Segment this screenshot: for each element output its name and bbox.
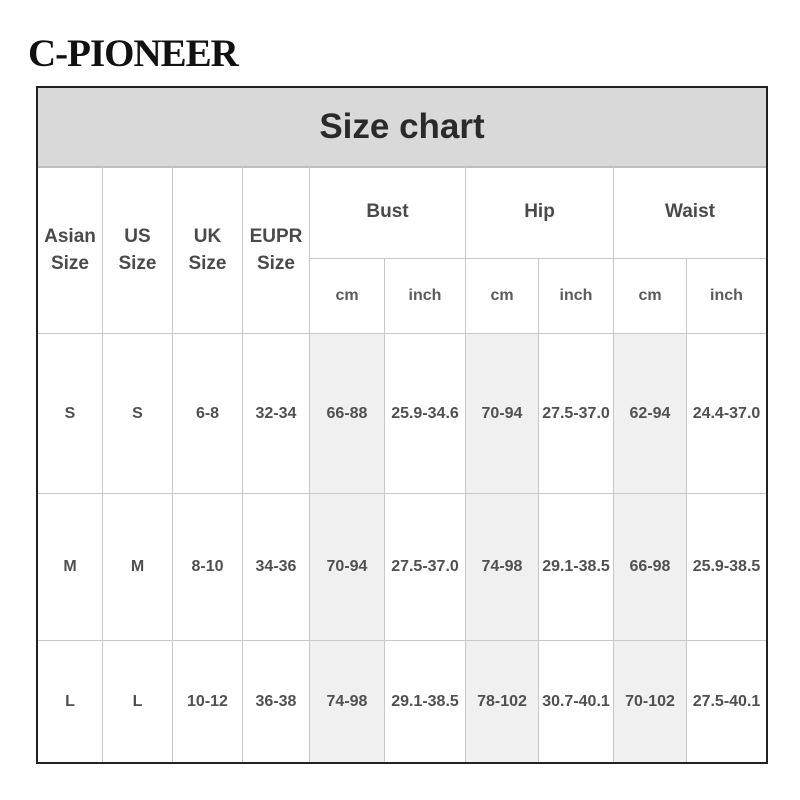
unit-bust-cm: cm: [335, 287, 359, 304]
row-s-hip-inch: 27.5-37.0: [542, 404, 610, 422]
unit-bust-inch: inch: [408, 287, 442, 304]
row-s-us: S: [132, 404, 143, 422]
header-eupr-size: EUPR Size: [249, 225, 303, 274]
row-s-hip-cm: 70-94: [481, 404, 523, 422]
row-m-bust-cm: 70-94: [326, 558, 368, 575]
row-m-hip-cm: 74-98: [481, 558, 523, 575]
unit-hip-cm: cm: [490, 287, 514, 304]
header-bust: Bust: [366, 201, 409, 222]
row-l-uk: 10-12: [187, 692, 228, 710]
row-m-bust-inch: 27.5-37.0: [391, 558, 459, 575]
row-l-waist-cm: 70-102: [625, 692, 675, 710]
size-chart-table: [36, 86, 768, 764]
row-l-bust-cm: 74-98: [326, 692, 368, 710]
row-s-asian: S: [64, 404, 76, 422]
row-m-uk: 8-10: [191, 558, 224, 575]
size-chart-title: Size chart: [319, 107, 485, 146]
row-s-bust-inch: 25.9-34.6: [391, 404, 459, 422]
row-s-uk: 6-8: [195, 404, 220, 422]
header-us-size: US Size: [118, 225, 157, 274]
row-m-asian: M: [63, 558, 77, 575]
row-l-waist-inch: 27.5-40.1: [692, 692, 761, 710]
row-m-us: M: [130, 558, 145, 575]
row-m-eupr: 34-36: [255, 558, 297, 575]
row-l-hip-cm: 78-102: [477, 692, 527, 710]
unit-waist-cm: cm: [638, 287, 662, 304]
header-waist: Waist: [665, 201, 715, 222]
header-hip: Hip: [524, 201, 555, 222]
header-asian-size: Asian Size: [44, 225, 96, 274]
row-m-hip-inch: 29.1-38.5: [542, 558, 610, 575]
row-s-waist-cm: 62-94: [629, 404, 671, 422]
row-l-asian: L: [65, 692, 75, 710]
row-m-waist-cm: 66-98: [629, 558, 671, 575]
brand-logo: C-PIONEER: [28, 32, 238, 75]
row-l-bust-inch: 29.1-38.5: [391, 692, 459, 710]
row-s-eupr: 32-34: [255, 404, 297, 422]
header-uk-size: UK Size: [188, 225, 227, 274]
row-l-us: L: [132, 692, 143, 710]
row-s-waist-inch: 24.4-37.0: [692, 404, 761, 422]
row-s-bust-cm: 66-88: [326, 404, 368, 422]
unit-waist-inch: inch: [710, 287, 743, 304]
unit-hip-inch: inch: [559, 287, 593, 304]
size-chart-title-bar: [38, 88, 766, 168]
row-l-eupr: 36-38: [255, 692, 297, 710]
row-m-waist-inch: 25.9-38.5: [692, 558, 761, 575]
row-l-hip-inch: 30.7-40.1: [542, 692, 610, 710]
